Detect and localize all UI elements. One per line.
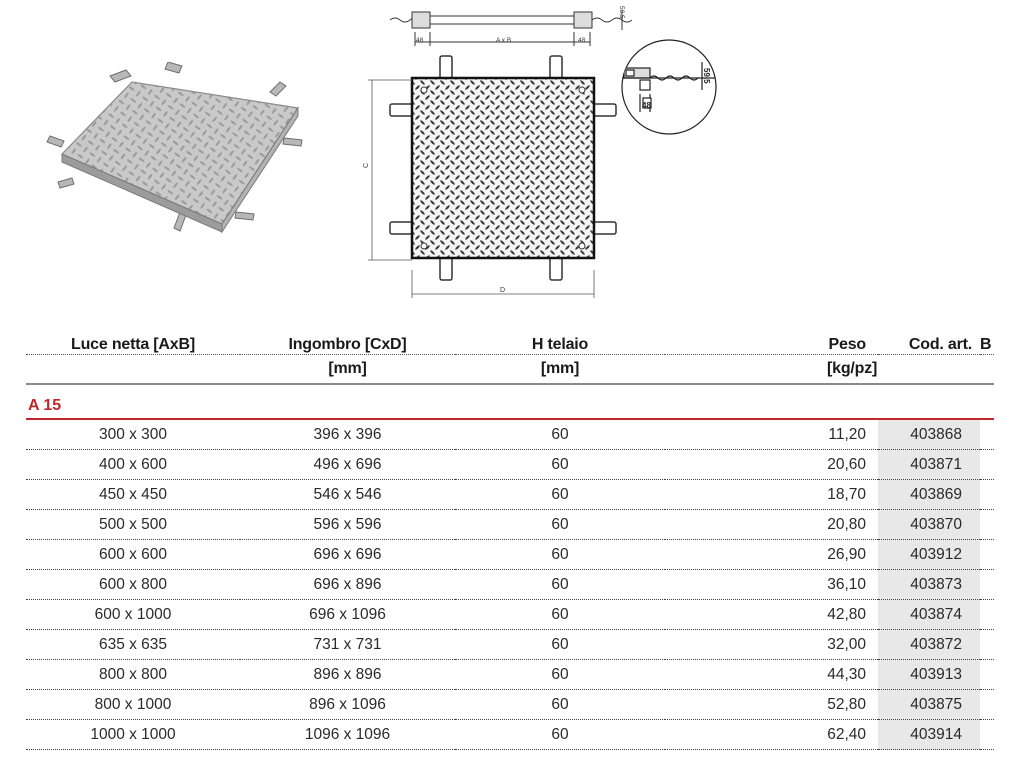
detail-view [620, 38, 718, 136]
cell-luce-netta: 600 x 600 [26, 540, 240, 570]
unit-ingombro: [mm] [328, 360, 367, 377]
cell-h-telaio: 60 [455, 720, 665, 750]
cell-ingombro: 596 x 596 [240, 510, 455, 540]
cell-blank [980, 570, 994, 600]
unit-luce-netta [26, 355, 240, 385]
cell-cod-art: 403870 [878, 510, 980, 540]
group-label: A 15 [26, 384, 994, 419]
product-table [26, 330, 994, 750]
unit-cut-off [980, 355, 994, 385]
table-row [26, 600, 994, 630]
plate-photo [40, 62, 320, 247]
cell-peso: 20,80 [665, 510, 878, 540]
cell-ingombro: 731 x 731 [240, 630, 455, 660]
unit-cod-art [878, 355, 980, 385]
cell-luce-netta: 500 x 500 [26, 510, 240, 540]
cell-h-telaio: 60 [455, 450, 665, 480]
cell-blank [980, 600, 994, 630]
cell-h-telaio: 60 [455, 540, 665, 570]
cell-cod-art: 403872 [878, 630, 980, 660]
detail-height: 59,5 [702, 68, 711, 84]
cell-luce-netta: 635 x 635 [26, 630, 240, 660]
cell-cod-art: 403875 [878, 690, 980, 720]
cell-luce-netta: 450 x 450 [26, 480, 240, 510]
header-h-telaio: H telaio [455, 330, 665, 355]
cell-ingombro: 396 x 396 [240, 419, 455, 450]
cell-h-telaio: 60 [455, 690, 665, 720]
cell-cod-art: 403914 [878, 720, 980, 750]
cell-h-telaio: 60 [455, 600, 665, 630]
table-row [26, 450, 994, 480]
table-units-row [26, 355, 994, 385]
cell-h-telaio: 60 [455, 630, 665, 660]
header-cod-art: Cod. art. [878, 330, 980, 355]
unit-peso: [kg/pz] [827, 360, 878, 377]
table-row [26, 419, 994, 450]
dim-height: 59,5 [618, 6, 625, 19]
cell-ingombro: 696 x 696 [240, 540, 455, 570]
table-row [26, 480, 994, 510]
cell-luce-netta: 400 x 600 [26, 450, 240, 480]
cell-h-telaio: 60 [455, 570, 665, 600]
cell-peso: 32,00 [665, 630, 878, 660]
cell-blank [980, 720, 994, 750]
header-peso: Peso [665, 330, 878, 355]
unit-h-telaio: [mm] [540, 360, 580, 377]
dim-c: C [363, 162, 370, 168]
table-row [26, 660, 994, 690]
cell-blank [980, 660, 994, 690]
header-ingombro: Ingombro [CxD] [240, 330, 455, 355]
cell-blank [980, 450, 994, 480]
table-header-row [26, 330, 994, 355]
cell-peso: 42,80 [665, 600, 878, 630]
cell-ingombro: 546 x 546 [240, 480, 455, 510]
cell-cod-art: 403871 [878, 450, 980, 480]
cell-luce-netta: 300 x 300 [26, 419, 240, 450]
cell-h-telaio: 60 [455, 660, 665, 690]
group-row [26, 384, 994, 419]
cell-luce-netta: 600 x 800 [26, 570, 240, 600]
cell-blank [980, 690, 994, 720]
cell-blank [980, 419, 994, 450]
cell-peso: 36,10 [665, 570, 878, 600]
cell-h-telaio: 60 [455, 510, 665, 540]
cell-ingombro: 696 x 1096 [240, 600, 455, 630]
cell-peso: 20,60 [665, 450, 878, 480]
cell-cod-art: 403869 [878, 480, 980, 510]
cell-peso: 62,40 [665, 720, 878, 750]
cell-peso: 44,30 [665, 660, 878, 690]
cell-cod-art: 403913 [878, 660, 980, 690]
dim-edge-right: 48 [578, 37, 586, 44]
product-figures [0, 0, 1018, 320]
cell-luce-netta: 1000 x 1000 [26, 720, 240, 750]
cell-ingombro: 1096 x 1096 [240, 720, 455, 750]
cell-peso: 52,80 [665, 690, 878, 720]
table-row [26, 630, 994, 660]
cell-ingombro: 696 x 896 [240, 570, 455, 600]
table-row [26, 540, 994, 570]
cell-peso: 26,90 [665, 540, 878, 570]
dim-d: D [500, 287, 506, 294]
header-cut-off: B [980, 330, 994, 355]
dim-edge-left: 48 [416, 37, 424, 44]
cell-blank [980, 630, 994, 660]
cell-ingombro: 896 x 896 [240, 660, 455, 690]
cell-peso: 11,20 [665, 419, 878, 450]
cell-luce-netta: 800 x 1000 [26, 690, 240, 720]
table-row [26, 690, 994, 720]
cell-cod-art: 403873 [878, 570, 980, 600]
cell-luce-netta: 800 x 800 [26, 660, 240, 690]
dim-ab: A x B [496, 37, 512, 44]
table-row [26, 570, 994, 600]
cell-blank [980, 540, 994, 570]
cell-cod-art: 403874 [878, 600, 980, 630]
cell-peso: 18,70 [665, 480, 878, 510]
cell-cod-art: 403868 [878, 419, 980, 450]
table-row [26, 510, 994, 540]
cell-luce-netta: 600 x 1000 [26, 600, 240, 630]
cell-cod-art: 403912 [878, 540, 980, 570]
cell-blank [980, 510, 994, 540]
cell-ingombro: 896 x 1096 [240, 690, 455, 720]
header-luce-netta: Luce netta [AxB] [26, 330, 240, 355]
cell-h-telaio: 60 [455, 419, 665, 450]
cell-blank [980, 480, 994, 510]
cell-ingombro: 496 x 696 [240, 450, 455, 480]
table-row [26, 720, 994, 750]
detail-edge: 48 [642, 101, 651, 110]
cell-h-telaio: 60 [455, 480, 665, 510]
